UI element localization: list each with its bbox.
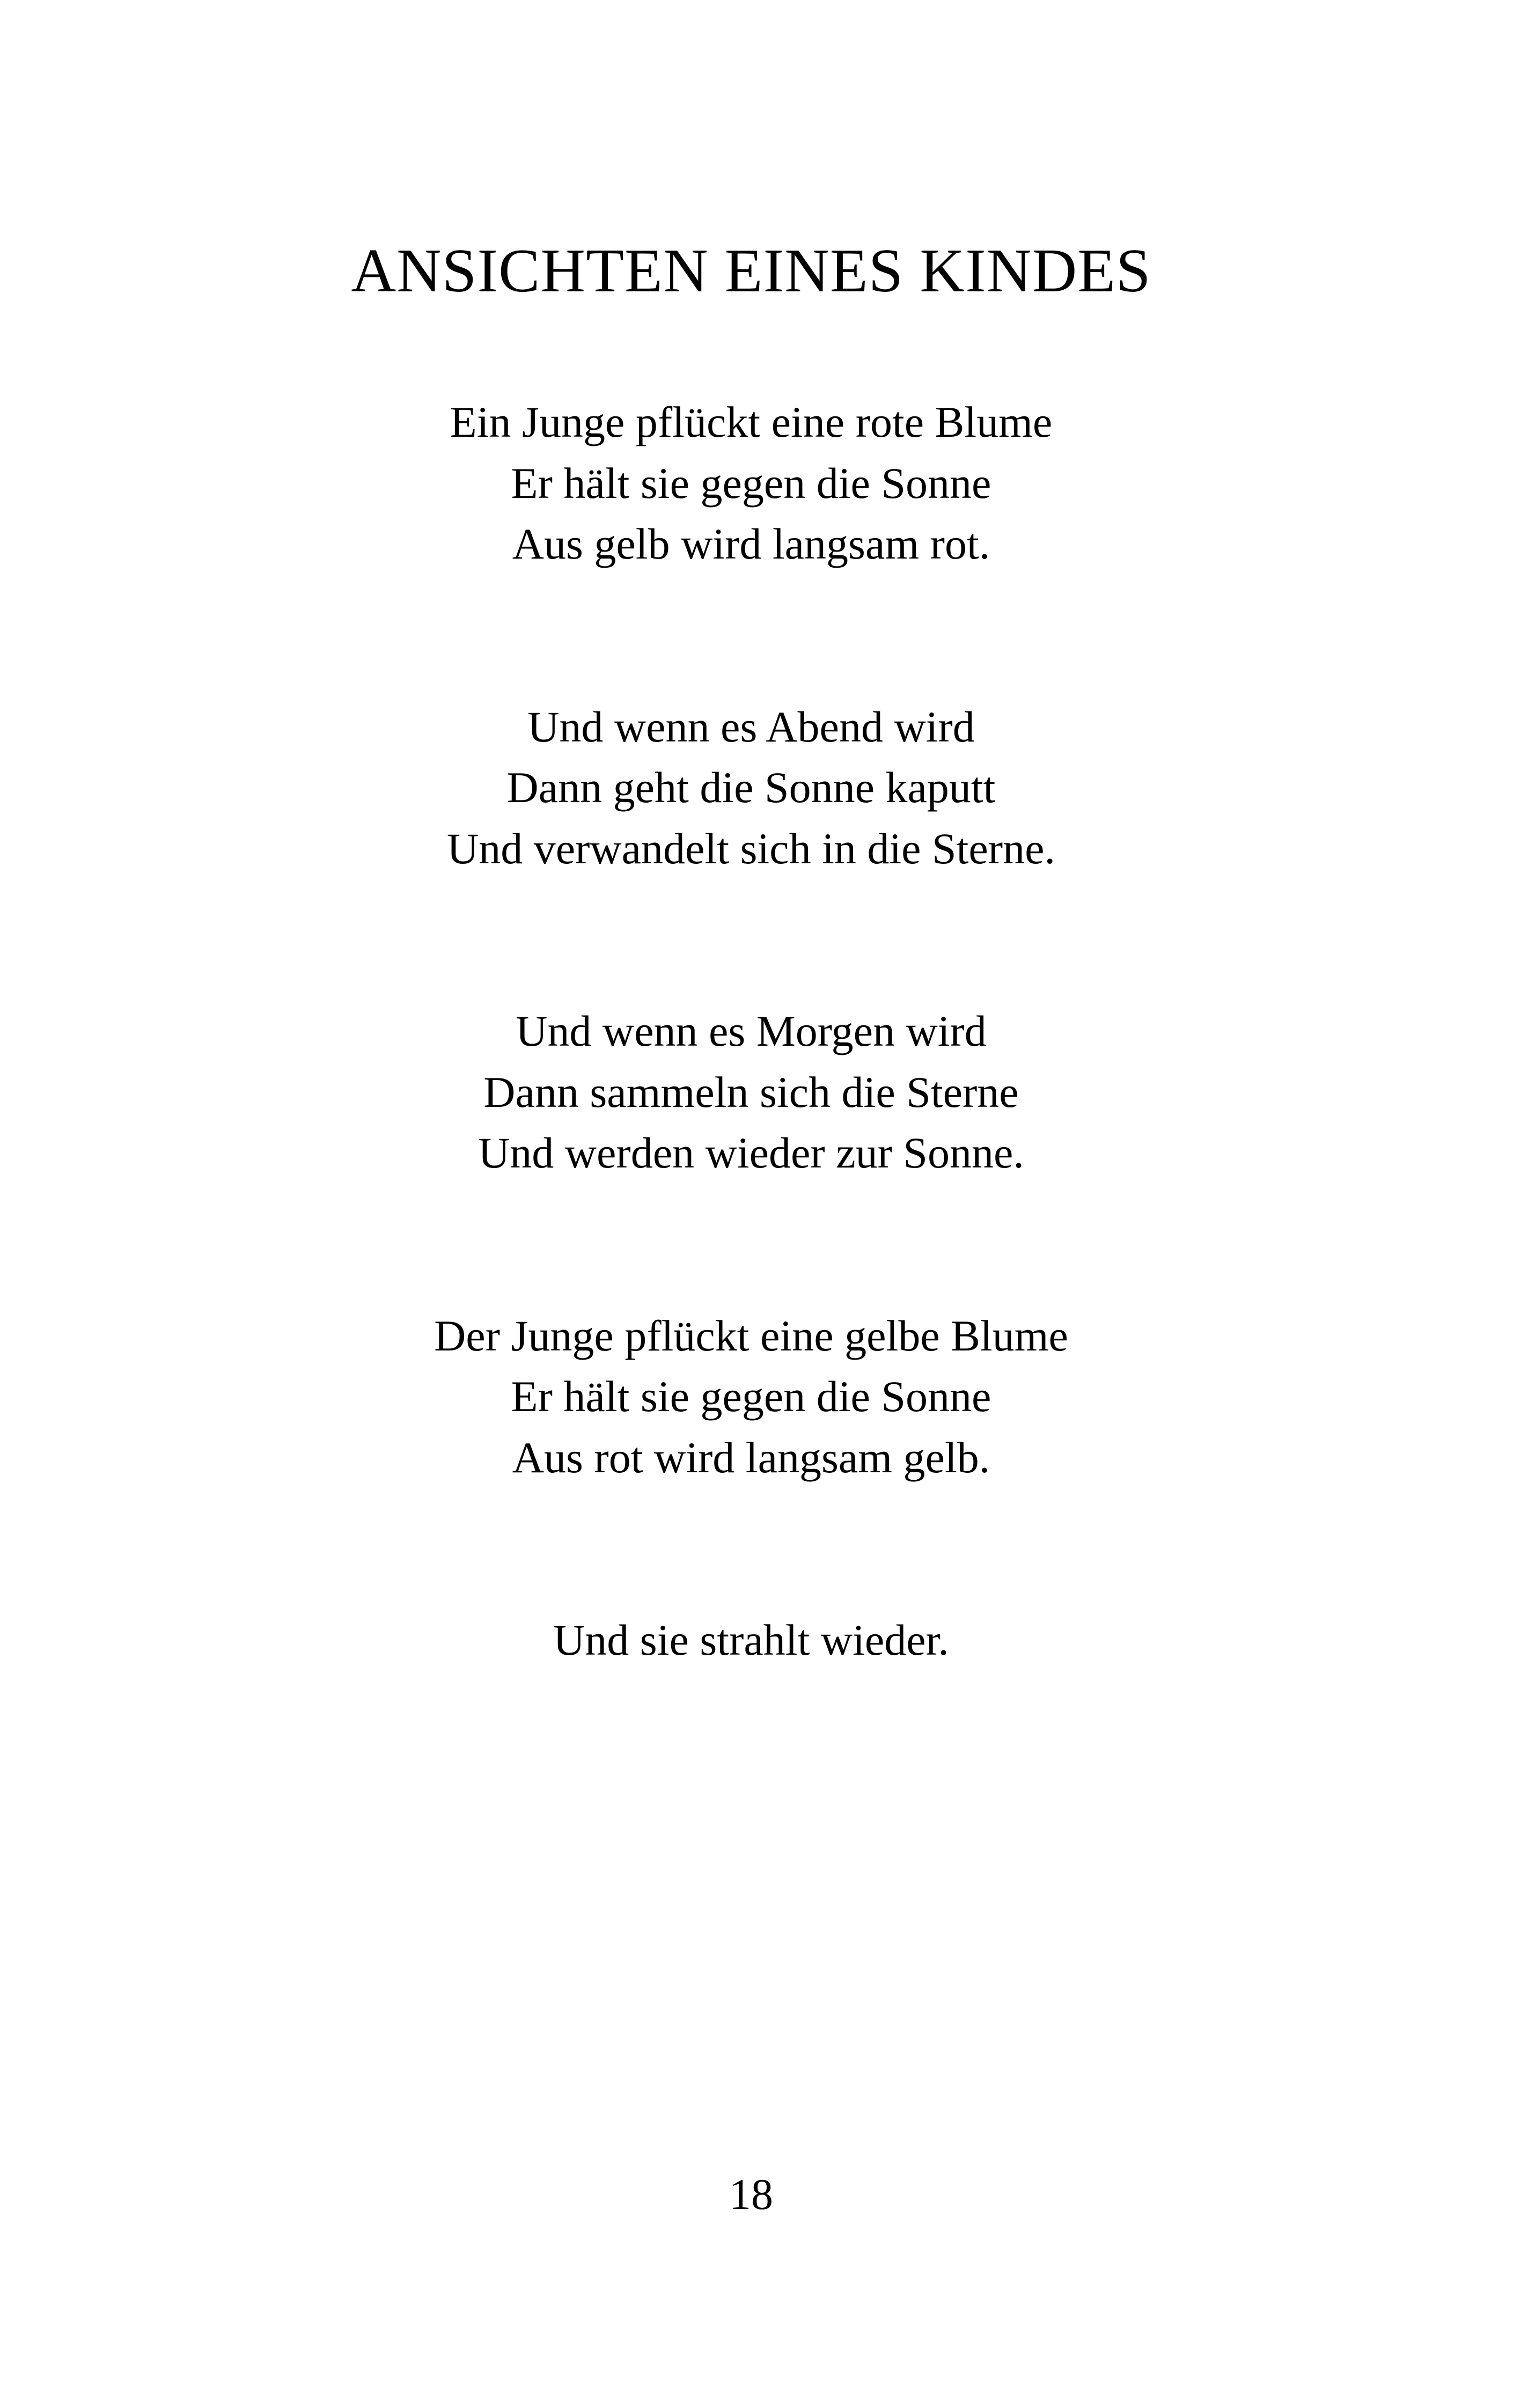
poem-line: Der Junge pflückt eine gelbe Blume: [434, 1311, 1068, 1360]
poem-line: Und werden wieder zur Sonne.: [478, 1128, 1024, 1177]
poem-line: Er hält sie gegen die Sonne: [511, 1372, 991, 1421]
poem-line: Ein Junge pflückt eine rote Blume: [450, 398, 1053, 446]
poem-line: Und sie strahlt wieder.: [553, 1616, 949, 1664]
poem-line: Dann sammeln sich die Sterne: [483, 1067, 1019, 1117]
stanza-1: [0, 392, 1502, 575]
poem-line: Und verwandelt sich in die Sterne.: [446, 824, 1056, 873]
page-number: 18: [729, 2170, 773, 2219]
poem-line: Und wenn es Abend wird: [527, 702, 975, 751]
poem-line: Aus rot wird langsam gelb.: [512, 1433, 990, 1482]
poem-title: ANSICHTEN EINES KINDES: [351, 237, 1151, 305]
stanza-4: [0, 1305, 1502, 1488]
poem-body: [0, 392, 1502, 1671]
stanza-2: [0, 696, 1502, 879]
stanza-3: [0, 1001, 1502, 1184]
poem-line: Er hält sie gegen die Sonne: [511, 458, 991, 508]
poem-line: Und wenn es Morgen wird: [516, 1007, 987, 1055]
stanza-5: [0, 1610, 1502, 1671]
poem-line: Aus gelb wird langsam rot.: [512, 519, 990, 568]
poem-line: Dann geht die Sonne kaputt: [506, 763, 996, 812]
